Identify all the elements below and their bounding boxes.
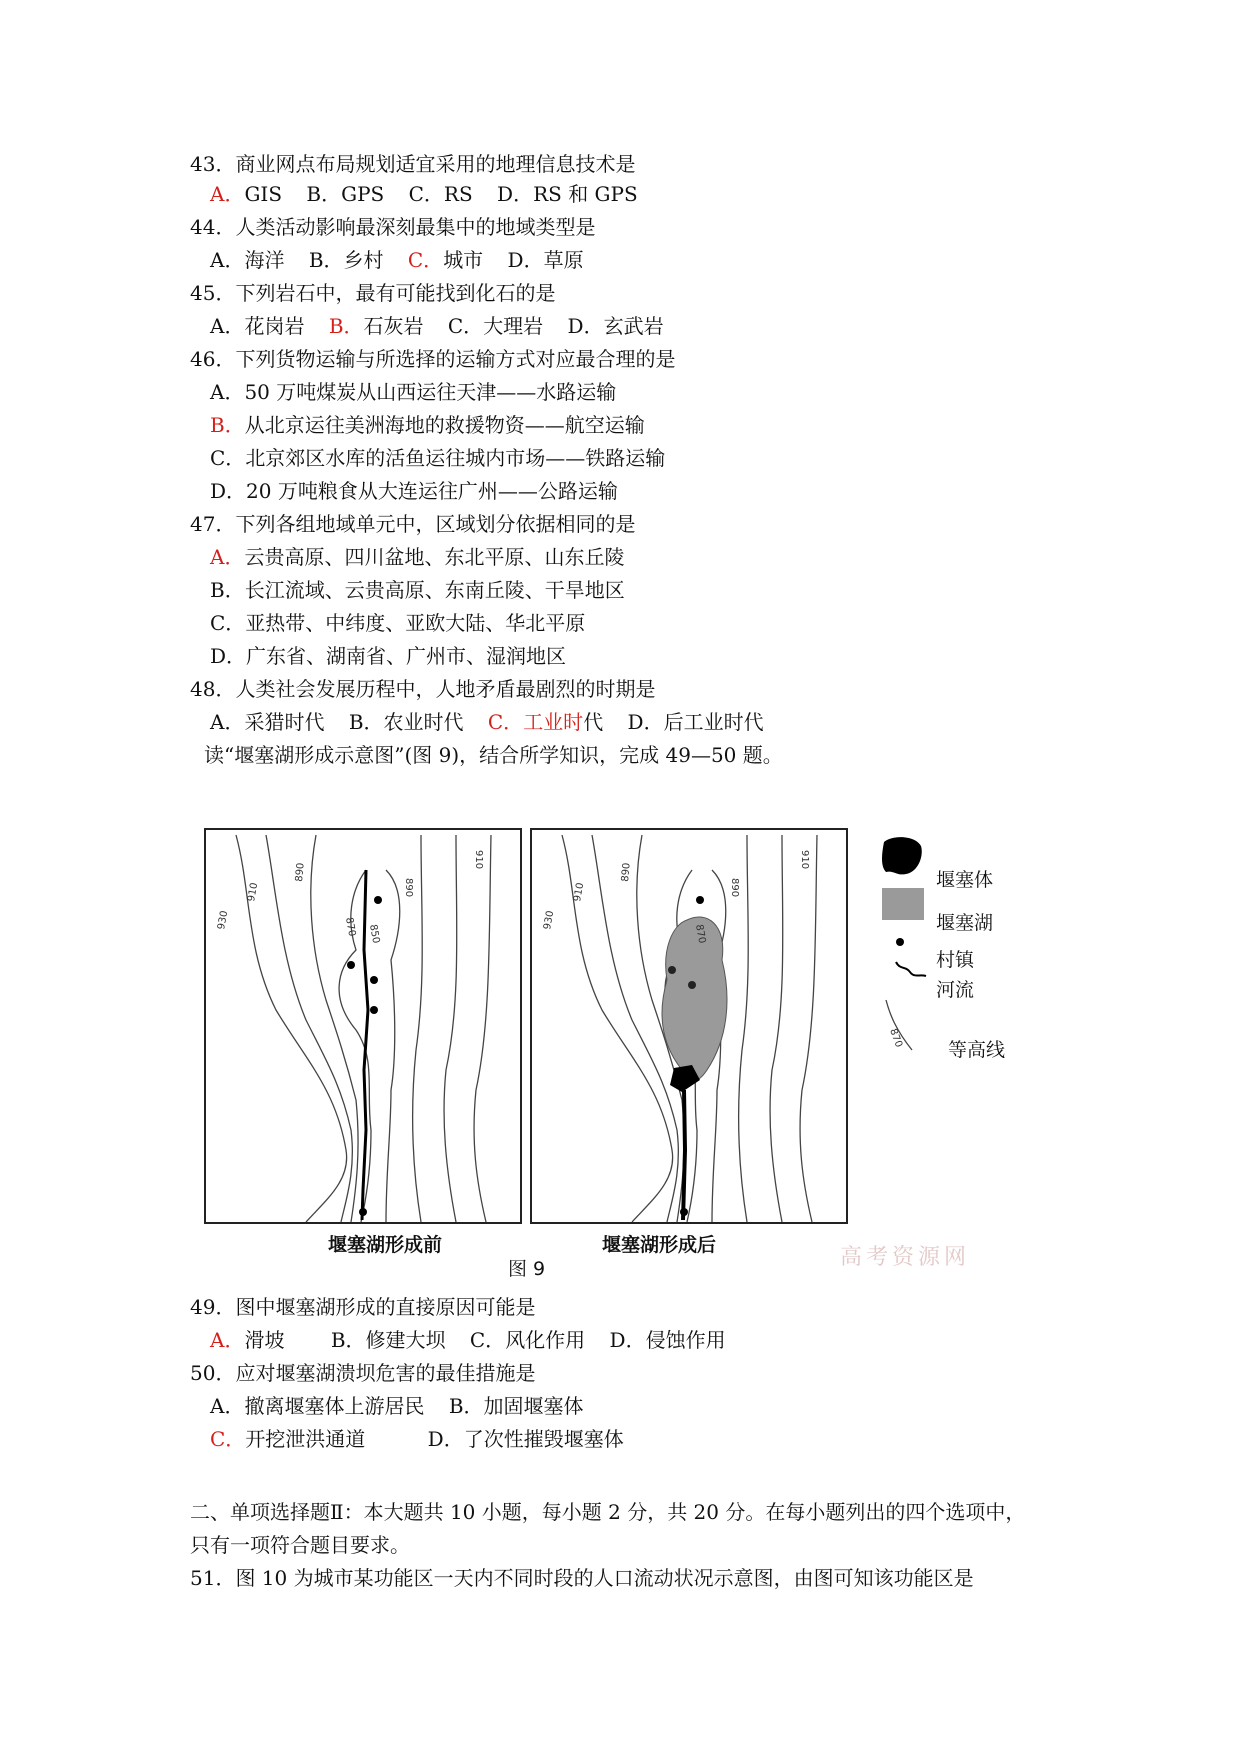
section2-heading: 二、单项选择题Ⅱ：本大题共 10 小题，每小题 2 分，共 20 分。在每小题列出的四个选项中， [190, 1500, 1026, 1524]
q47-option-a-key: A． [210, 545, 245, 569]
q47-option-d-text: 广东省、湖南省、广州市、湿润地区 [246, 644, 567, 668]
q46-option-a [210, 378, 616, 406]
q44-option-b-key: B． [308, 248, 344, 272]
q50-options-row2 [210, 1425, 624, 1453]
contour-map-after [532, 830, 846, 1222]
q45-option-d-key: D． [567, 314, 604, 338]
contour-label-870-after: 870 [693, 923, 708, 945]
q43-option-b-key: B． [306, 182, 342, 206]
contour-label-910: 910 [246, 881, 261, 903]
q49-stem: 49．图中堰塞湖形成的直接原因可能是 [190, 1295, 536, 1319]
q45-option-a-key: A． [210, 314, 245, 338]
q46-option-b [210, 411, 645, 439]
q46-option-b-key: B． [210, 413, 245, 437]
q48-option-b-key: B． [348, 710, 384, 734]
dam-legend-icon [882, 837, 922, 874]
q49-option-a: 滑坡 [244, 1328, 285, 1352]
contour-label-890-right-after: 890 [729, 878, 740, 898]
caption-before: 堰塞湖形成前 [328, 1234, 443, 1256]
q48-option-c-rest: 代 [583, 710, 604, 734]
q44-option-c-key: C． [407, 248, 444, 272]
contour-label-890-after: 890 [620, 862, 633, 883]
contour-map-before [206, 830, 520, 1222]
contour-label-910-after: 910 [572, 881, 587, 903]
q49-option-d-key: D． [609, 1328, 646, 1352]
figure-label: 图 9 [508, 1258, 546, 1280]
q45-options [210, 312, 664, 340]
q44-option-c: 城市 [443, 248, 484, 272]
q47-option-b-text: 长江流域、云贵高原、东南丘陵、干旱地区 [244, 578, 625, 602]
q50-option-d-key: D． [427, 1427, 464, 1451]
q45-stem: 45．下列岩石中，最有可能找到化石的是 [190, 281, 556, 305]
q43-option-d-key: D． [497, 182, 534, 206]
q47-option-b [210, 576, 625, 604]
q50-option-b: 加固堰塞体 [483, 1394, 584, 1418]
q47-option-d-key: D． [210, 644, 247, 668]
q46-option-a-key: A． [210, 380, 245, 404]
q48-stem: 48．人类社会发展历程中，人地矛盾最剧烈的时期是 [190, 677, 656, 701]
q48-option-d-key: D． [627, 710, 664, 734]
q50-option-c-key: C． [210, 1427, 246, 1451]
q50-option-d: 了次性摧毁堰塞体 [463, 1427, 624, 1451]
q45-option-b: 石灰岩 [363, 314, 424, 338]
q48-option-c-key: C． [487, 710, 524, 734]
q50-option-c: 开挖泄洪通道 [245, 1427, 366, 1451]
q49-option-b: 修建大坝 [365, 1328, 446, 1352]
village-legend-icon [896, 938, 904, 946]
q45-option-a: 花岗岩 [244, 314, 305, 338]
contour-label-910-right-after: 910 [799, 850, 810, 870]
q43-option-a: GIS [244, 182, 283, 206]
q47-option-a [210, 543, 624, 571]
q48-options [210, 708, 764, 736]
legend-symbols [876, 830, 936, 1060]
q45-option-c-key: C． [447, 314, 484, 338]
q47-option-c [210, 609, 585, 637]
q46-option-d-key: D． [210, 479, 247, 503]
q47-option-a-text: 云贵高原、四川盆地、东北平原、山东丘陵 [244, 545, 625, 569]
section2-note: 只有一项符合题目要求。 [190, 1533, 410, 1557]
legend-river-label: 河流 [936, 979, 975, 1001]
q47-option-d [210, 642, 566, 670]
q45-option-b-key: B． [328, 314, 364, 338]
legend-lake-label: 堰塞湖 [936, 912, 994, 934]
q43-option-c-key: C． [408, 182, 444, 206]
q46-option-d [210, 477, 618, 505]
q43-stem: 43．商业网点布局规划适宜采用的地理信息技术是 [190, 152, 636, 176]
q49-option-c-key: C． [469, 1328, 506, 1352]
watermark: 高考资源网 [840, 1245, 971, 1270]
q44-stem: 44．人类活动影响最深刻最集中的地域类型是 [190, 215, 596, 239]
contour-label-910-right: 910 [473, 850, 484, 870]
q44-options [210, 246, 584, 274]
legend-village-label: 村镇 [936, 949, 975, 971]
q44-option-b: 乡村 [343, 248, 384, 272]
q44-option-d: 草原 [543, 248, 584, 272]
q43-option-c: RS [443, 182, 473, 206]
q48-option-d: 后工业时代 [663, 710, 764, 734]
q46-option-c-text: 北京郊区水库的活鱼运往城内市场——铁路运输 [245, 446, 666, 470]
q48-option-a-key: A． [210, 710, 245, 734]
q46-option-a-text: 50 万吨煤炭从山西运往天津——水路运输 [244, 380, 617, 404]
q48-option-c-red: 工业时 [523, 710, 584, 734]
q48-option-b: 农业时代 [383, 710, 464, 734]
q43-option-d: RS 和 GPS [533, 182, 638, 206]
q46-stem: 46．下列货物运输与所选择的运输方式对应最合理的是 [190, 347, 676, 371]
contour-label-930-after: 930 [542, 909, 557, 931]
q43-option-b: GPS [341, 182, 385, 206]
lake-legend-icon [882, 888, 924, 920]
q50-option-a-key: A． [210, 1394, 245, 1418]
q48-option-a: 采猎时代 [244, 710, 325, 734]
q49-options [210, 1326, 726, 1354]
q46-option-c-key: C． [210, 446, 246, 470]
q51-stem: 51．图 10 为城市某功能区一天内不同时段的人口流动状况示意图，由图可知该功能区是 [190, 1566, 974, 1590]
figure-9 [196, 820, 1046, 1280]
q46-option-c [210, 444, 665, 472]
q50-option-a: 撤离堰塞体上游居民 [244, 1394, 425, 1418]
figure-intro: 读“堰塞湖形成示意图”(图 9)，结合所学知识，完成 49—50 题。 [204, 743, 783, 767]
legend-contour-name: 等高线 [948, 1039, 1006, 1061]
contour-label-850: 850 [367, 923, 382, 945]
caption-after: 堰塞湖形成后 [602, 1234, 717, 1256]
q49-option-d: 侵蚀作用 [645, 1328, 726, 1352]
q47-stem: 47．下列各组地域单元中，区域划分依据相同的是 [190, 512, 636, 536]
river-legend-icon [896, 962, 926, 976]
legend-contour-label: 870 [887, 1027, 905, 1049]
q49-option-a-key: A． [210, 1328, 245, 1352]
legend-dam-label: 堰塞体 [936, 869, 994, 891]
q43-options [210, 180, 638, 208]
q43-option-a-key: A． [210, 182, 245, 206]
q49-option-b-key: B． [330, 1328, 366, 1352]
contour-label-890-right: 890 [403, 878, 414, 898]
q44-option-a: 海洋 [244, 248, 285, 272]
contour-label-930: 930 [216, 909, 231, 931]
q46-option-d-text: 20 万吨粮食从大连运往广州——公路运输 [246, 479, 618, 503]
q50-option-b-key: B． [448, 1394, 484, 1418]
q45-option-d: 玄武岩 [603, 314, 664, 338]
q46-option-b-text: 从北京运往美洲海地的救援物资——航空运输 [244, 413, 645, 437]
map-after [530, 828, 848, 1224]
q49-option-c: 风化作用 [505, 1328, 586, 1352]
map-before [204, 828, 522, 1224]
q44-option-d-key: D． [507, 248, 544, 272]
q50-options-row1 [210, 1392, 584, 1420]
contour-label-890: 890 [294, 862, 307, 883]
q45-option-c: 大理岩 [483, 314, 544, 338]
q47-option-c-key: C． [210, 611, 246, 635]
q47-option-c-text: 亚热带、中纬度、亚欧大陆、华北平原 [245, 611, 586, 635]
q47-option-b-key: B． [210, 578, 245, 602]
contour-label-870: 870 [343, 916, 358, 938]
q50-stem: 50．应对堰塞湖溃坝危害的最佳措施是 [190, 1361, 536, 1385]
q44-option-a-key: A． [210, 248, 245, 272]
